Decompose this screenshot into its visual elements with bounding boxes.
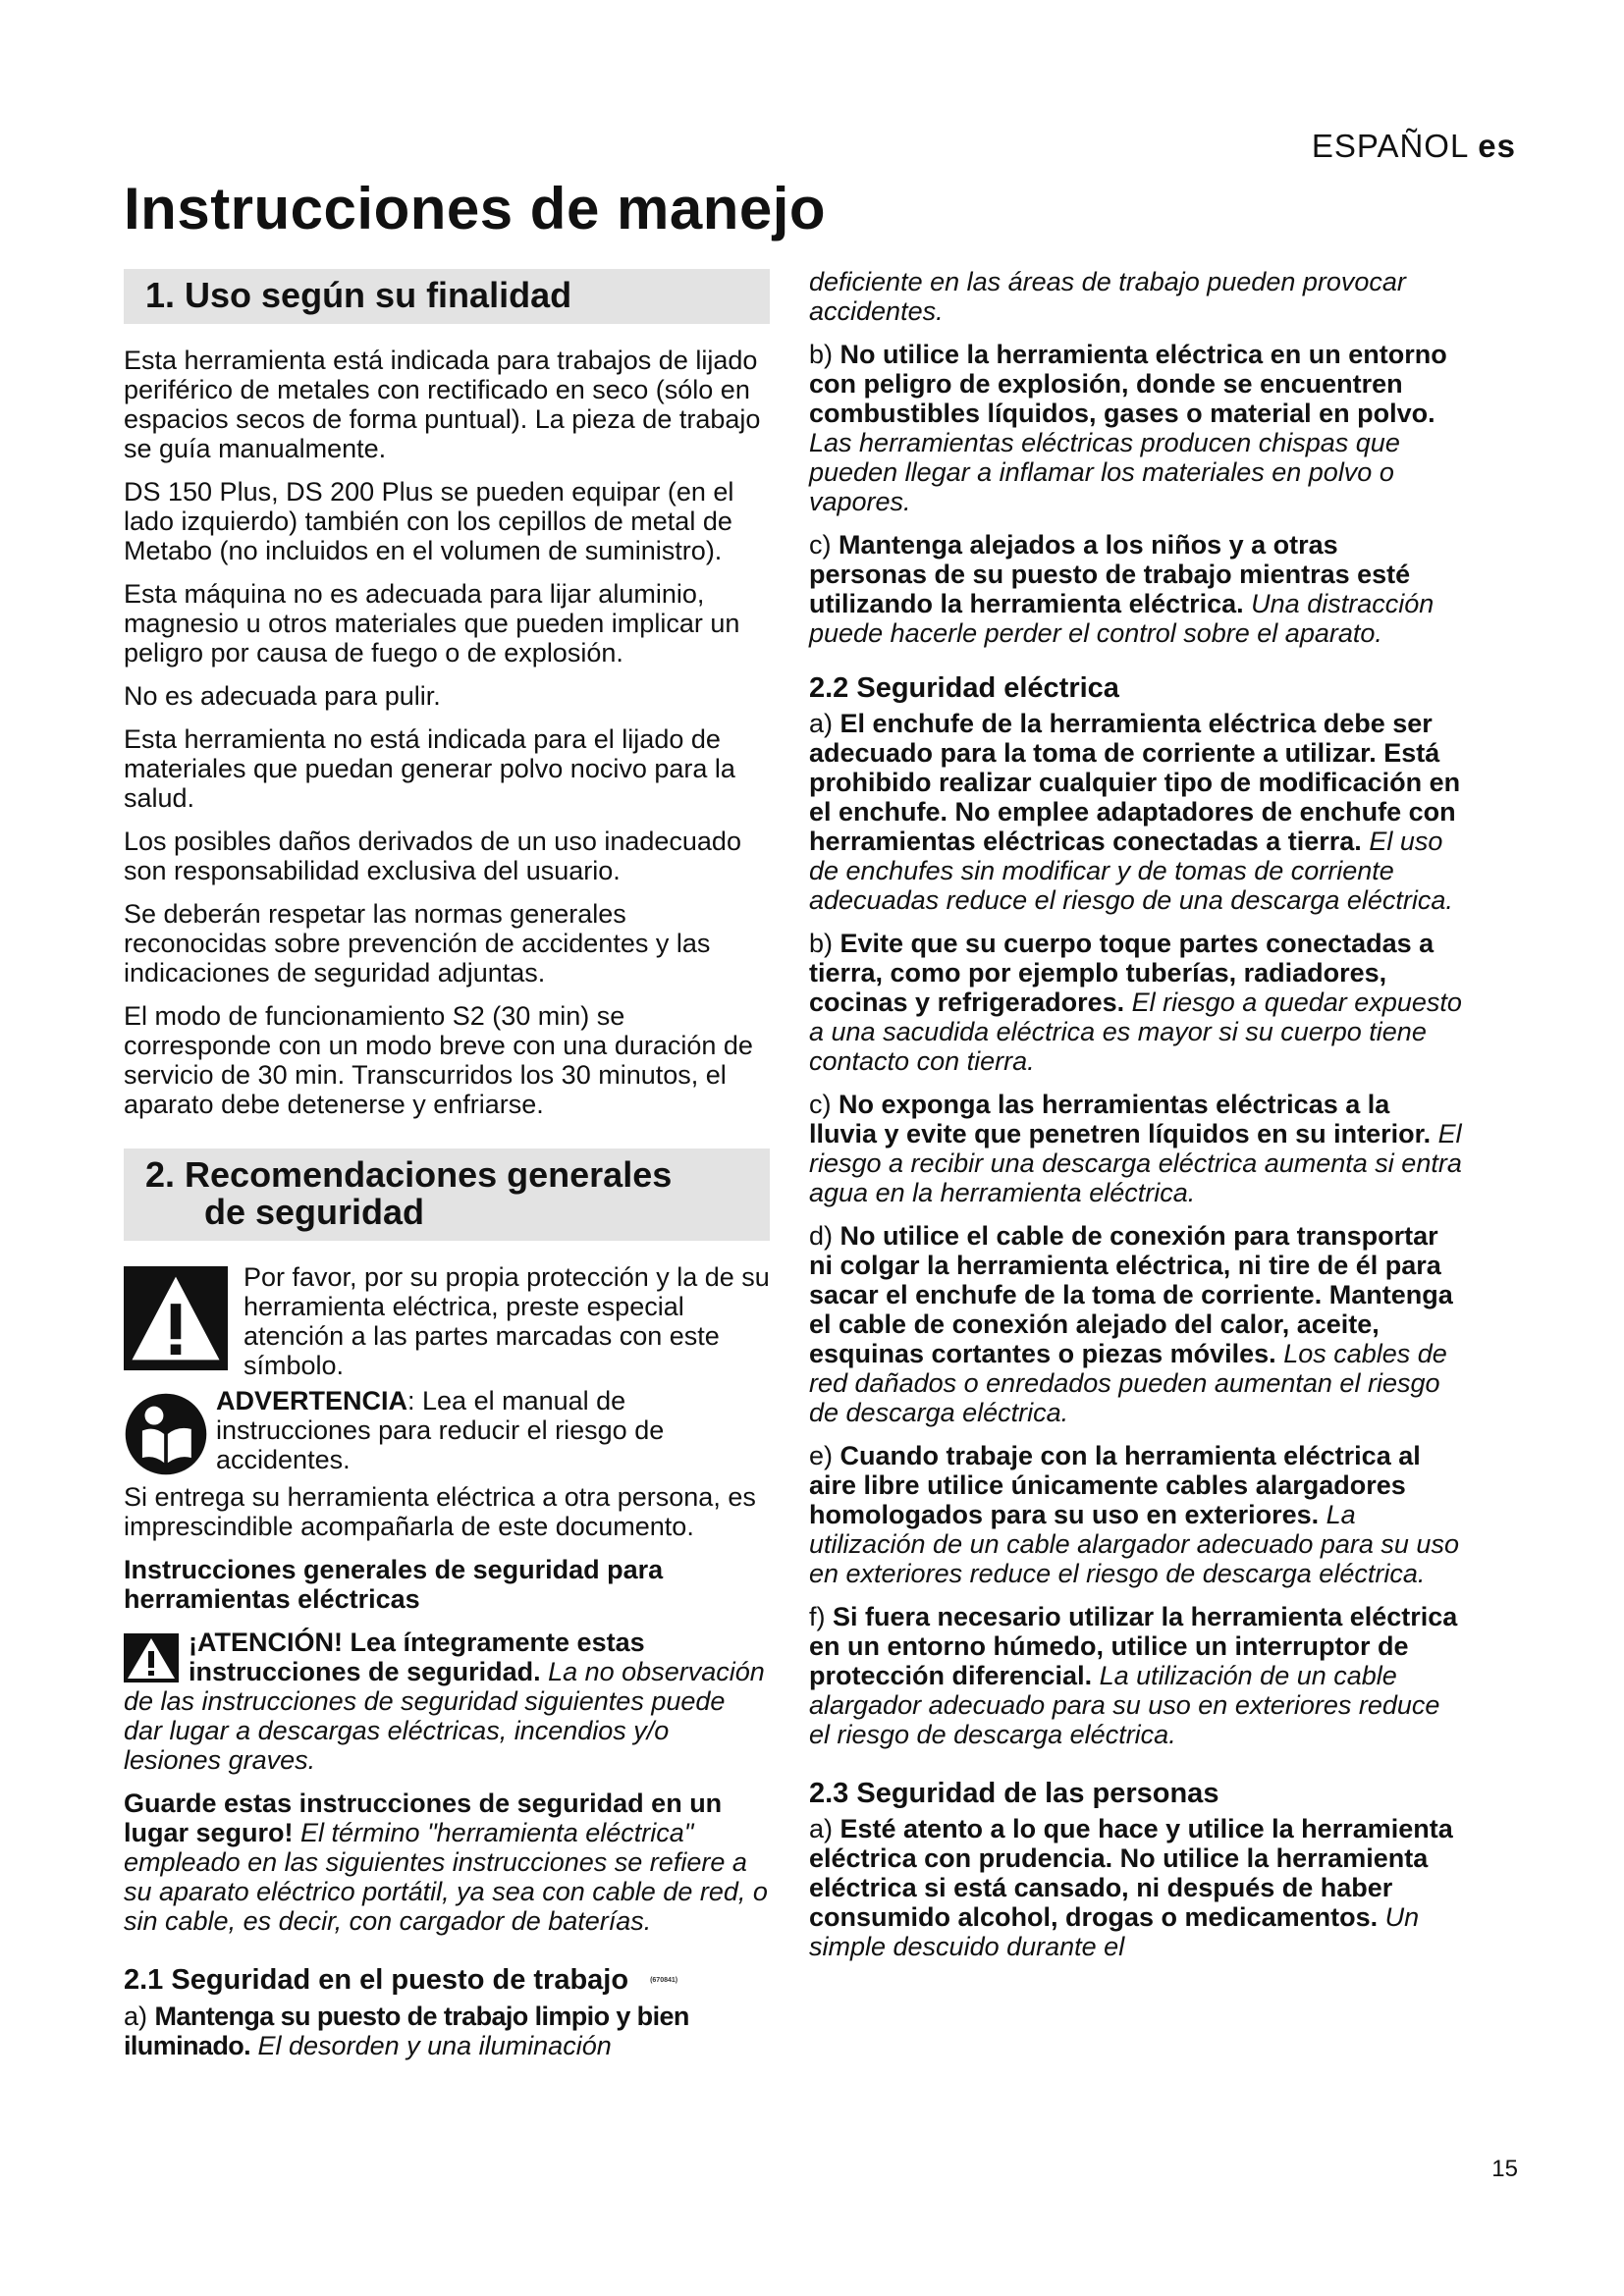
language-label bbox=[1312, 128, 1516, 165]
item-a-continuation-text: deficiente en las áreas de trabajo pueden provocar accidentes. bbox=[809, 267, 1406, 326]
subsection-2-3-heading: 2.3 Seguridad de las personas bbox=[809, 1778, 1219, 1809]
page-number: 15 bbox=[1491, 2156, 1518, 2182]
handover-paragraph: Si entrega su herramienta eléctrica a otra persona, es imprescindible acompañarla de este documento. bbox=[124, 1482, 756, 1541]
guarde-bold: Guarde estas instrucciones de seguridad en un lugar seguro! bbox=[124, 1789, 723, 1847]
section-2-heading-line2: de seguridad bbox=[204, 1192, 425, 1232]
read-manual-icon bbox=[124, 1392, 208, 1476]
subsection-2-1-title: 2.1 Seguridad en el puesto de trabajo bbox=[124, 1964, 629, 1996]
subsection-2-2-item-c bbox=[809, 1090, 1463, 1207]
item-prefix: b) bbox=[809, 929, 840, 958]
item-prefix: c) bbox=[809, 1090, 839, 1119]
section-1-paragraph: Esta herramienta no está indicada para el lijado de materiales que puedan generar polvo nocivo para la salud. bbox=[124, 724, 735, 813]
item-prefix: d) bbox=[809, 1221, 840, 1251]
warning-symbol-text: Por favor, por su propia protección y la de su herramienta eléctrica, preste especial atención a las partes marcadas con este símbolo. bbox=[244, 1262, 770, 1380]
section-1-paragraph: Los posibles daños derivados de un uso inadecuado son responsabilidad exclusiva del usuario. bbox=[124, 827, 741, 885]
subsection-2-2-item-d bbox=[809, 1221, 1463, 1427]
subsection-2-1-heading bbox=[124, 1965, 770, 1996]
item-a-bold: Mantenga su puesto de trabajo limpio y bien iluminado. bbox=[124, 2002, 689, 2061]
section-2-heading-line1: 2. Recomendaciones generales bbox=[145, 1154, 673, 1195]
atencion-italic: La no observación de las instrucciones de seguridad siguientes puede dar lugar a descargas eléctricas, incendios y/o lesiones graves. bbox=[124, 1657, 765, 1775]
item-prefix: c) bbox=[809, 530, 839, 560]
item-f-italic: La utilización de un cable alargador adecuado para su uso en exteriores reduce el riesgo de descarga eléctrica. bbox=[809, 1661, 1440, 1749]
warning-triangle-icon bbox=[124, 1266, 228, 1370]
item-b-italic: Las herramientas eléctricas producen chispas que pueden llegar a inflamar los materiales en polvo o vapores. bbox=[809, 428, 1400, 516]
subsection-2-1-item-c bbox=[809, 530, 1463, 648]
section-1-paragraph: Esta máquina no es adecuada para lijar aluminio, magnesio u otros materiales que pueden implicar un peligro por causa de fuego o de explosión. bbox=[124, 579, 740, 667]
item-prefix: a) bbox=[809, 1814, 840, 1843]
item-b-bold: No utilice la herramienta eléctrica en un entorno con peligro de explosión, donde se encuentren combustibles líquidos, gases o material en polvo. bbox=[809, 340, 1447, 428]
subsection-2-2-heading: 2.2 Seguridad eléctrica bbox=[809, 672, 1119, 704]
item-e-bold: Cuando trabaje con la herramienta eléctrica al aire libre utilice únicamente cables alargadores homologados para su uso en exteriores. bbox=[809, 1441, 1421, 1529]
item-d-italic: Los cables de red dañados o enredados pueden aumentan el riesgo de descarga eléctrica. bbox=[809, 1339, 1447, 1427]
item-a-continuation bbox=[809, 267, 1463, 326]
item-c-italic: El riesgo a recibir una descarga eléctrica aumenta si entra agua en la herramienta eléctrica. bbox=[809, 1119, 1462, 1207]
right-column bbox=[809, 267, 1463, 1975]
subsection-2-2-item-a bbox=[809, 709, 1463, 915]
advertencia-text-block bbox=[216, 1386, 770, 1474]
item-c-bold: Mantenga alejados a los niños y a otras personas de su puesto de trabajo mientras esté utilizando la herramienta eléctrica. bbox=[809, 530, 1411, 618]
left-column bbox=[124, 267, 770, 2074]
section-2-heading bbox=[124, 1148, 770, 1241]
section-1-heading: 1. Uso según su finalidad bbox=[124, 269, 770, 324]
section-1-paragraph: DS 150 Plus, DS 200 Plus se pueden equipar (en el lado izquierdo) también con los cepillos de metal de Metabo (no incluidos en el volumen de suministro). bbox=[124, 477, 734, 565]
advertencia-note bbox=[124, 1386, 770, 1476]
item-f-bold: Si fuera necesario utilizar la herramienta eléctrica en un entorno húmedo, utilice un interruptor de protección diferencial. bbox=[809, 1602, 1458, 1690]
item-a-italic: Un simple descuido durante el bbox=[809, 1902, 1420, 1961]
item-c-bold: No exponga las herramientas eléctricas a la lluvia y evite que penetren líquidos en su interior. bbox=[809, 1090, 1432, 1148]
item-c-italic: Una distracción puede hacerle perder el control sobre el aparato. bbox=[809, 589, 1435, 648]
item-a-italic: El uso de enchufes sin modificar y de tomas de corriente adecuadas reduce el riesgo de una descarga eléctrica. bbox=[809, 827, 1453, 915]
subsection-2-1-code: (670841) bbox=[650, 1977, 678, 1985]
atencion-bold: ¡ATENCIÓN! Lea íntegramente estas instrucciones de seguridad. bbox=[189, 1628, 645, 1686]
subsection-2-2-item-f bbox=[809, 1602, 1463, 1749]
item-b-bold: Evite que su cuerpo toque partes conectadas a tierra, como por ejemplo tuberías, radiadores, cocinas y refrigeradores. bbox=[809, 929, 1435, 1017]
item-d-bold: No utilice el cable de conexión para transportar ni colgar la herramienta eléctrica, ni tire de él para sacar el enchufe de la toma de corriente. Mantenga el cable de conexión alejado del calor, aceite, esquinas cortantes o piezas móviles. bbox=[809, 1221, 1453, 1368]
item-prefix: b) bbox=[809, 340, 840, 369]
item-b-italic: El riesgo a quedar expuesto a una sacudida eléctrica es mayor si su cuerpo tiene contacto con tierra. bbox=[809, 988, 1462, 1076]
general-safety-heading: Instrucciones generales de seguridad para herramientas eléctricas bbox=[124, 1555, 664, 1614]
item-a-bold: Esté atento a lo que hace y utilice la herramienta eléctrica con prudencia. No utilice la herramienta eléctrica si está cansado, ni después de haber consumido alcohol, drogas o medicamentos. bbox=[809, 1814, 1453, 1932]
section-1-paragraph: Se deberán respetar las normas generales reconocidas sobre prevención de accidentes y las indicaciones de seguridad adjuntas. bbox=[124, 899, 711, 988]
item-prefix: a) bbox=[809, 709, 840, 738]
guarde-italic: El término "herramienta eléctrica" empleado en las siguientes instrucciones se refiere a su aparato eléctrico portátil, ya sea con cable de red, o sin cable, es decir, con cargador de baterías. bbox=[124, 1818, 768, 1936]
subsection-2-2-item-b bbox=[809, 929, 1463, 1076]
warning-triangle-small-icon bbox=[124, 1633, 179, 1682]
atencion-paragraph bbox=[124, 1628, 770, 1775]
item-prefix: f) bbox=[809, 1602, 833, 1631]
subsection-2-1-item-a bbox=[124, 2002, 770, 2060]
section-1-paragraph: No es adecuada para pulir. bbox=[124, 681, 441, 711]
warning-symbol-note bbox=[124, 1262, 770, 1380]
language-name: ESPAÑOL bbox=[1311, 128, 1469, 164]
advertencia-text: : Lea el manual de instrucciones para reducir el riesgo de accidentes. bbox=[216, 1386, 665, 1474]
advertencia-label: ADVERTENCIA bbox=[216, 1386, 408, 1415]
section-1-paragraph: Esta herramienta está indicada para trabajos de lijado periférico de metales con rectificado en seco (sólo en espacios secos de forma puntual). La pieza de trabajo se guía manualmente. bbox=[124, 346, 761, 463]
subsection-2-3-item-a bbox=[809, 1814, 1463, 1961]
item-prefix: e) bbox=[809, 1441, 840, 1470]
guarde-paragraph bbox=[124, 1789, 770, 1936]
language-code: es bbox=[1478, 128, 1516, 164]
subsection-2-2-item-e bbox=[809, 1441, 1463, 1588]
item-e-italic: La utilización de un cable alargador adecuado para su uso en exteriores reduce el riesgo de descarga eléctrica. bbox=[809, 1500, 1459, 1588]
subsection-2-1-item-b bbox=[809, 340, 1463, 516]
item-a-bold: El enchufe de la herramienta eléctrica debe ser adecuado para la toma de corriente a utilizar. Está prohibido realizar cualquier tipo de modificación en el enchufe. No emplee adaptadores de enchufe con herramientas eléctricas conectadas a tierra. bbox=[809, 709, 1461, 856]
item-prefix: a) bbox=[124, 2002, 155, 2032]
item-a-italic: El desorden y una iluminación bbox=[250, 2031, 612, 2061]
page-title: Instrucciones de manejo bbox=[124, 176, 827, 241]
section-1-paragraph: El modo de funcionamiento S2 (30 min) se corresponde con un modo breve con una duración de servicio de 30 min. Transcurridos los 30 minutos, el aparato debe detenerse y enfriarse. bbox=[124, 1001, 753, 1119]
